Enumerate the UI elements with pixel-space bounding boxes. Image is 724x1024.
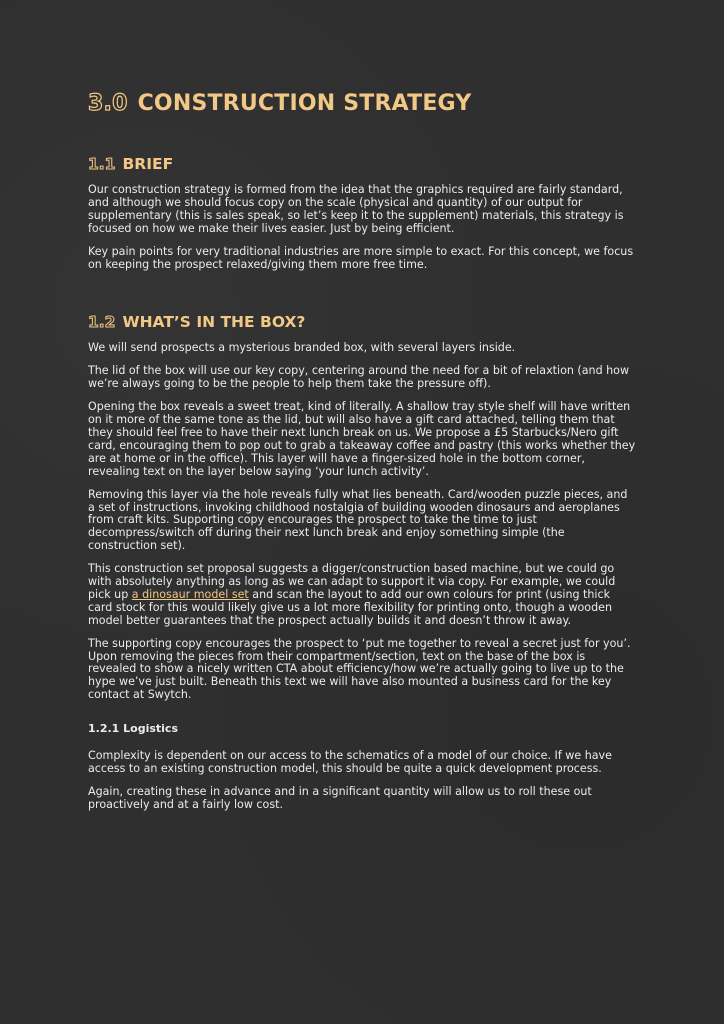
logistics-heading: 1.2.1 Logistics xyxy=(88,722,179,736)
box-paragraph-4: Removing this layer via the hole reveals fully what lies beneath. Card/wooden puzzle pieces, and a set of instructions, invoking childhood nostalgia of building wooden dinosaurs and aeroplanes from craft kits. Supporting copy encourages the prospect to take the time to just decompress/switch off during their next lunch break and enjoy something simple (the construction set). xyxy=(88,487,628,553)
section-number-brief: 1.1 xyxy=(88,155,116,173)
page-title xyxy=(88,88,636,120)
document-page xyxy=(88,88,636,812)
box-paragraph-1: We will send prospects a mysterious branded box, with several layers inside. xyxy=(88,341,516,355)
box-paragraph-5 xyxy=(88,563,636,628)
box-paragraph-3: Opening the box reveals a sweet treat, kind of literally. A shallow tray style shelf will have written on it more of the same tone as the lid, but will also have a gift card attached, telling them that they should feel free to have their next lunch break on us. We propose a £5 Starbucks/Nero gift card, encouraging them to pop out to grab a takeaway coffee and pastry (this works whether they are at home or in the office). This layer will have a finger-sized hole in the bottom corner, revealing text on the layer below saying ‘your lunch activity’. xyxy=(88,400,636,478)
brief-paragraph-1: Our construction strategy is formed from the idea that the graphics required are fairly standard, and although we should focus copy on the scale (physical and quantity) of our output for supplementary (this is sales speak, so let’s keep it to the supplement) materials, this strategy is focused on how we make their lives easier. Just by being efficient. xyxy=(88,183,624,235)
section-heading-box xyxy=(88,311,636,333)
section-title-brief: BRIEF xyxy=(122,155,174,173)
brief-paragraph-2: Key pain points for very traditional industries are more simple to exact. For this concept, we focus on keeping the prospect relaxed/giving them more free time. xyxy=(88,244,634,271)
logistics-paragraph-2: Again, creating these in advance and in a significant quantity will allow us to roll these out proactively and at a fairly low cost. xyxy=(88,785,592,811)
page-title-number: 3.0 xyxy=(88,91,128,116)
dinosaur-model-set-link[interactable]: a dinosaur model set xyxy=(131,587,249,601)
section-heading-brief xyxy=(88,153,636,175)
section-number-box: 1.2 xyxy=(88,313,116,332)
page-title-text: CONSTRUCTION STRATEGY xyxy=(137,91,472,116)
box-paragraph-5-before: This construction set proposal suggests a digger/construction based machine, but we could go with absolutely anything as long as we can adapt to support it via copy. For example, we could pick up xyxy=(88,562,616,601)
logistics-paragraph-1: Complexity is dependent on our access to the schematics of a model of our choice. If we have access to an existing construction model, this should be quite a quick development process. xyxy=(88,749,612,776)
box-paragraph-2: The lid of the box will use our key copy, centering around the need for a bit of relaxtion (and how we’re always going to be the people to help them take the pressure off). xyxy=(88,364,630,391)
box-paragraph-6: The supporting copy encourages the prospect to ‘put me together to reveal a secret just for you’. Upon removing the pieces from their compartment/section, text on the base of the box is revealed to show a nicely written CTA about efficiency/how we’re actually going to live up to the hype we’ve just built. Beneath this text we will have also mounted a business card for the key contact at Swytch. xyxy=(88,636,631,702)
section-title-box: WHAT’S IN THE BOX? xyxy=(122,313,306,332)
box-paragraph-5-after: and scan the layout to add our own colours for print (using thick card stock for this would likely give us a lot more flexibility for printing onto, though a wooden model better guarantees that the prospect actually builds it and doesn’t throw it away. xyxy=(88,587,612,627)
